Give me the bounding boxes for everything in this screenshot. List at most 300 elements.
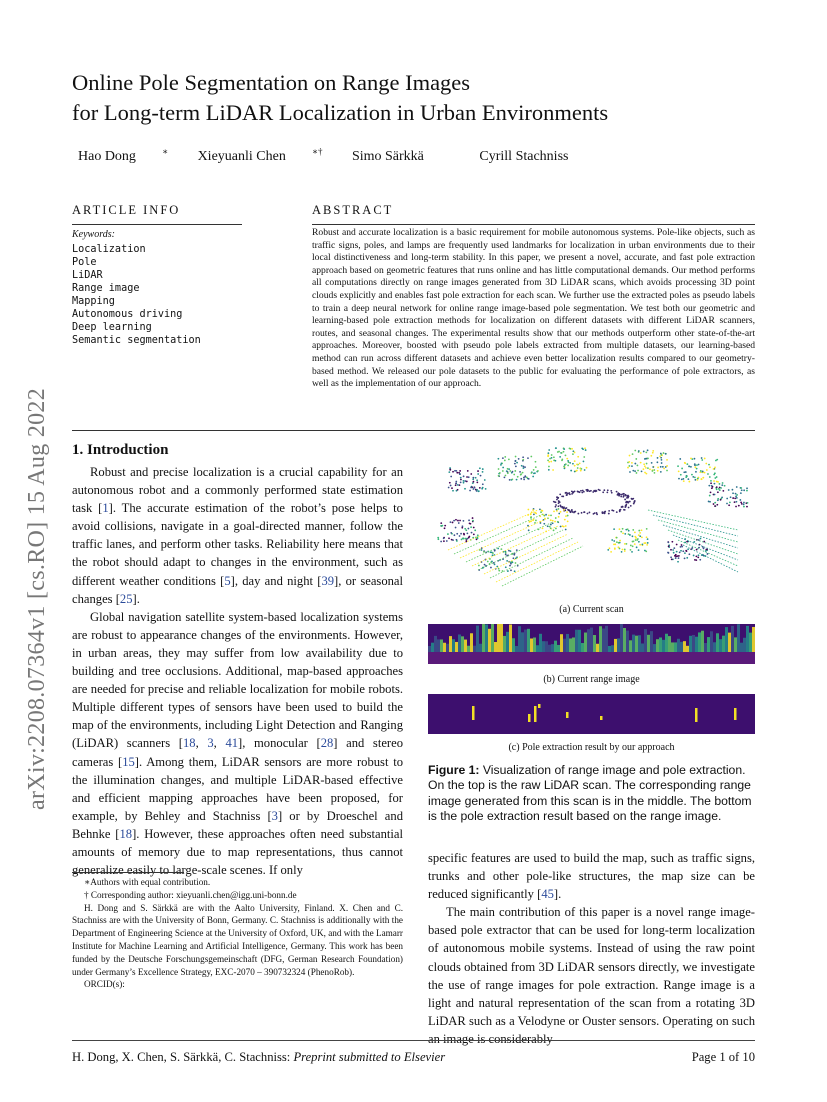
scan-point bbox=[526, 476, 528, 478]
range-column bbox=[572, 637, 575, 652]
scan-point bbox=[518, 458, 520, 460]
scan-point bbox=[660, 453, 662, 455]
scan-point bbox=[558, 513, 560, 515]
scan-point bbox=[645, 542, 647, 544]
range-ground-band bbox=[428, 652, 755, 664]
scan-point bbox=[522, 456, 524, 458]
scan-point bbox=[451, 487, 453, 489]
citation-link[interactable]: 15 bbox=[122, 754, 135, 769]
scan-point bbox=[507, 468, 509, 470]
scan-point bbox=[464, 528, 466, 530]
scan-point bbox=[700, 470, 702, 472]
scan-point bbox=[505, 566, 507, 568]
scan-point bbox=[447, 533, 449, 535]
scan-point bbox=[657, 467, 659, 469]
range-column bbox=[446, 644, 449, 652]
scan-point bbox=[709, 495, 711, 497]
scan-point bbox=[735, 506, 737, 508]
citation-link[interactable]: 1 bbox=[102, 501, 109, 516]
scan-point bbox=[670, 556, 672, 558]
scan-point bbox=[585, 449, 587, 451]
scan-point bbox=[609, 547, 611, 549]
scan-point bbox=[463, 520, 465, 522]
range-column bbox=[533, 638, 536, 652]
scan-point bbox=[465, 529, 467, 531]
scan-point bbox=[566, 511, 568, 513]
range-column bbox=[731, 626, 734, 652]
text-run: ] or by Droeschel and Behnke [ bbox=[72, 808, 403, 841]
range-column bbox=[695, 637, 698, 652]
scan-point bbox=[472, 520, 474, 522]
scan-point bbox=[532, 519, 534, 521]
scan-point bbox=[443, 537, 445, 539]
scan-ground-line bbox=[663, 525, 738, 548]
range-column bbox=[614, 639, 617, 652]
scan-point bbox=[621, 506, 623, 508]
scan-point bbox=[726, 503, 728, 505]
scan-point bbox=[555, 504, 557, 506]
scan-point bbox=[453, 520, 455, 522]
scan-point bbox=[484, 479, 486, 481]
scan-point bbox=[473, 527, 475, 529]
keyword-item: Range image bbox=[72, 283, 140, 294]
scan-point bbox=[676, 544, 678, 546]
scan-point bbox=[703, 548, 705, 550]
citation-link[interactable]: 3 bbox=[207, 736, 214, 751]
scan-point bbox=[541, 510, 543, 512]
range-column bbox=[500, 624, 503, 652]
scan-point bbox=[576, 463, 578, 465]
range-column bbox=[626, 631, 629, 652]
scan-point bbox=[500, 548, 502, 550]
scan-point bbox=[466, 476, 468, 478]
citation-link[interactable]: 18 bbox=[119, 826, 133, 841]
range-column bbox=[584, 633, 587, 652]
pole-marker bbox=[734, 708, 737, 720]
scan-point bbox=[719, 487, 721, 489]
scan-point bbox=[455, 470, 457, 472]
scan-point bbox=[574, 452, 576, 454]
scan-point bbox=[644, 550, 646, 552]
scan-point bbox=[715, 460, 717, 462]
scan-point bbox=[463, 534, 465, 536]
scan-point bbox=[628, 530, 630, 532]
range-column bbox=[599, 626, 602, 652]
scan-point bbox=[708, 501, 710, 503]
scan-point bbox=[743, 502, 745, 504]
scan-point bbox=[601, 511, 603, 513]
author-3: Simo Särkkä bbox=[351, 148, 424, 164]
scan-point bbox=[701, 457, 703, 459]
range-column bbox=[650, 631, 653, 652]
scan-point bbox=[632, 545, 634, 547]
scan-point bbox=[581, 468, 583, 470]
scan-point bbox=[743, 506, 745, 508]
scan-point bbox=[728, 504, 730, 506]
scan-point bbox=[698, 554, 700, 556]
scan-point bbox=[583, 456, 585, 458]
lidar-scan-image bbox=[428, 440, 755, 600]
range-column bbox=[545, 641, 548, 652]
range-column bbox=[677, 639, 680, 652]
range-column bbox=[674, 642, 677, 652]
scan-point bbox=[507, 472, 509, 474]
range-column bbox=[596, 644, 599, 652]
scan-point bbox=[722, 490, 724, 492]
scan-point bbox=[476, 489, 478, 491]
scan-point bbox=[530, 516, 532, 518]
scan-point bbox=[644, 458, 646, 460]
scan-point bbox=[556, 496, 558, 498]
scan-point bbox=[448, 487, 450, 489]
scan-point bbox=[512, 471, 514, 473]
scan-point bbox=[478, 565, 480, 567]
scan-point bbox=[547, 525, 549, 527]
scan-point bbox=[624, 533, 626, 535]
scan-point bbox=[640, 452, 642, 454]
scan-point bbox=[687, 478, 689, 480]
scan-point bbox=[657, 457, 659, 459]
scan-point bbox=[732, 489, 734, 491]
text-run: ], monocular [ bbox=[238, 736, 321, 751]
scan-point bbox=[571, 448, 573, 450]
scan-point bbox=[535, 520, 537, 522]
pole-marker bbox=[534, 706, 537, 722]
scan-point bbox=[618, 542, 620, 544]
scan-point bbox=[625, 505, 627, 507]
scan-point bbox=[535, 466, 537, 468]
scan-point bbox=[616, 511, 618, 513]
scan-point bbox=[710, 482, 712, 484]
scan-point bbox=[552, 520, 554, 522]
range-column bbox=[470, 633, 473, 652]
scan-point bbox=[651, 462, 653, 464]
scan-point bbox=[508, 458, 510, 460]
scan-point bbox=[685, 476, 687, 478]
scan-point bbox=[505, 475, 507, 477]
scan-point bbox=[641, 470, 643, 472]
range-column bbox=[524, 630, 527, 652]
scan-point bbox=[630, 549, 632, 551]
scan-point bbox=[696, 464, 698, 466]
scan-ground-line bbox=[502, 546, 583, 586]
scan-point bbox=[577, 467, 579, 469]
scan-point bbox=[587, 513, 589, 515]
scan-point bbox=[569, 493, 571, 495]
scan-point bbox=[644, 465, 646, 467]
scan-point bbox=[520, 474, 522, 476]
scan-point bbox=[703, 541, 705, 543]
scan-point bbox=[678, 478, 680, 480]
scan-point bbox=[473, 481, 475, 483]
scan-point bbox=[504, 460, 506, 462]
scan-point bbox=[523, 477, 525, 479]
scan-point bbox=[560, 505, 562, 507]
scan-point bbox=[667, 542, 669, 544]
range-column bbox=[737, 624, 740, 652]
range-column bbox=[479, 644, 482, 652]
footnote-separator bbox=[72, 872, 184, 873]
scan-point bbox=[501, 462, 503, 464]
title-line-2: for Long-term LiDAR Localization in Urban Environments bbox=[72, 100, 609, 125]
pole-marker bbox=[528, 714, 531, 722]
pole-extraction-image bbox=[428, 694, 755, 734]
scan-point bbox=[647, 449, 649, 451]
scan-point bbox=[666, 459, 668, 461]
scan-point bbox=[637, 470, 639, 472]
scan-point bbox=[460, 533, 462, 535]
scan-point bbox=[624, 499, 626, 501]
scan-point bbox=[720, 499, 722, 501]
scan-point bbox=[556, 509, 558, 511]
scan-point bbox=[719, 489, 721, 491]
scan-point bbox=[564, 467, 566, 469]
range-column bbox=[719, 639, 722, 652]
scan-point bbox=[708, 485, 710, 487]
scan-point bbox=[681, 479, 683, 481]
scan-point bbox=[665, 453, 667, 455]
scan-point bbox=[589, 490, 591, 492]
scan-point bbox=[460, 479, 462, 481]
scan-point bbox=[632, 453, 634, 455]
citation-link[interactable]: 25 bbox=[119, 591, 133, 606]
scan-point bbox=[455, 484, 457, 486]
scan-point bbox=[491, 561, 493, 563]
scan-point bbox=[468, 536, 470, 538]
citation-link[interactable]: 41 bbox=[225, 736, 239, 751]
scan-point bbox=[701, 478, 703, 480]
scan-point bbox=[632, 498, 634, 500]
scan-point bbox=[693, 555, 695, 557]
scan-point bbox=[687, 548, 689, 550]
scan-point bbox=[626, 501, 628, 503]
scan-point bbox=[470, 526, 472, 528]
scan-point bbox=[452, 471, 454, 473]
scan-point bbox=[555, 506, 557, 508]
scan-point bbox=[683, 480, 685, 482]
scan-point bbox=[594, 512, 596, 514]
scan-point bbox=[550, 524, 552, 526]
range-column bbox=[581, 643, 584, 652]
scan-point bbox=[481, 488, 483, 490]
scan-point bbox=[566, 492, 568, 494]
range-column bbox=[734, 637, 737, 652]
scan-point bbox=[548, 514, 550, 516]
scan-point bbox=[629, 471, 631, 473]
scan-point bbox=[554, 521, 556, 523]
scan-point bbox=[460, 482, 462, 484]
scan-point bbox=[555, 501, 557, 503]
scan-point bbox=[636, 465, 638, 467]
scan-point bbox=[506, 560, 508, 562]
range-column bbox=[707, 637, 710, 652]
scan-point bbox=[437, 538, 439, 540]
scan-point bbox=[683, 471, 685, 473]
scan-point bbox=[663, 468, 665, 470]
pole-marker bbox=[566, 712, 569, 718]
scan-point bbox=[678, 555, 680, 557]
scan-point bbox=[457, 484, 459, 486]
scan-point bbox=[740, 502, 742, 504]
text-run: ], or seasonal changes [ bbox=[72, 573, 404, 606]
scan-point bbox=[565, 515, 567, 517]
scan-point bbox=[636, 472, 638, 474]
citation-link[interactable]: 45 bbox=[541, 887, 554, 902]
scan-point bbox=[679, 552, 681, 554]
scan-point bbox=[464, 488, 466, 490]
scan-point bbox=[498, 468, 500, 470]
citation-link[interactable]: 5 bbox=[224, 573, 231, 588]
scan-point bbox=[602, 491, 604, 493]
citation-link[interactable]: 39 bbox=[321, 573, 335, 588]
scan-point bbox=[629, 534, 631, 536]
scan-point bbox=[616, 537, 618, 539]
scan-point bbox=[577, 513, 579, 515]
scan-point bbox=[543, 523, 545, 525]
scan-point bbox=[563, 506, 565, 508]
scan-point bbox=[625, 494, 627, 496]
range-column bbox=[563, 639, 566, 652]
scan-point bbox=[611, 509, 613, 511]
scan-point bbox=[682, 550, 684, 552]
pole-image-background bbox=[428, 694, 755, 734]
citation-link[interactable]: 3 bbox=[271, 808, 278, 823]
scan-point bbox=[694, 458, 696, 460]
scan-point bbox=[437, 537, 439, 539]
footnote-affiliations: H. Dong and S. Särkkä are with the Aalto University, Finland. X. Chen and C. Stachniss are with the University of Bonn, Germany. C. Stachniss is additionally with the Department of Engineering Science at the University of Oxford, UK, and with the Lamarr Institute for Machine Learning and Artificial Intelligence, Germany. This work has been funded by the Deutsche Forschungsgemeinschaft (DFG, German Research Foundation) under Germany’s Excellence Strategy, EXC-2070 – 390732324 (PhenoRob). bbox=[72, 902, 403, 977]
scan-point bbox=[459, 473, 461, 475]
scan-point bbox=[455, 481, 457, 483]
scan-point bbox=[706, 549, 708, 551]
subcaption-a: (a) Current scan bbox=[559, 604, 624, 615]
article-info-heading: ARTICLE INFO bbox=[72, 203, 181, 217]
citation-link[interactable]: 18 bbox=[182, 736, 196, 751]
range-column bbox=[617, 638, 620, 652]
range-column bbox=[620, 624, 623, 652]
range-column bbox=[593, 635, 596, 652]
scan-point bbox=[647, 467, 649, 469]
scan-point bbox=[734, 501, 736, 503]
scan-point bbox=[675, 557, 677, 559]
figure-1 bbox=[428, 440, 755, 605]
pole-marker bbox=[472, 706, 475, 720]
scan-point bbox=[555, 460, 557, 462]
scan-point bbox=[482, 483, 484, 485]
scan-point bbox=[624, 543, 626, 545]
range-column bbox=[689, 636, 692, 652]
range-column bbox=[662, 640, 665, 652]
scan-point bbox=[562, 496, 564, 498]
scan-point bbox=[512, 561, 514, 563]
scan-point bbox=[508, 468, 510, 470]
scan-point bbox=[490, 567, 492, 569]
scan-point bbox=[726, 498, 728, 500]
scan-point bbox=[628, 461, 630, 463]
author-1: Hao Dong ∗ bbox=[78, 146, 169, 164]
scan-point bbox=[563, 448, 565, 450]
range-column bbox=[656, 639, 659, 652]
range-column bbox=[560, 634, 563, 652]
scan-point bbox=[513, 474, 515, 476]
scan-point bbox=[630, 545, 632, 547]
scan-point bbox=[550, 514, 552, 516]
scan-point bbox=[732, 492, 734, 494]
range-column bbox=[521, 632, 524, 652]
scan-point bbox=[671, 558, 673, 560]
scan-point bbox=[633, 503, 635, 505]
scan-point bbox=[543, 515, 545, 517]
scan-point bbox=[685, 550, 687, 552]
scan-point bbox=[714, 505, 716, 507]
scan-point bbox=[716, 481, 718, 483]
scan-point bbox=[487, 561, 489, 563]
scan-point bbox=[694, 476, 696, 478]
scan-point bbox=[610, 490, 612, 492]
scan-point bbox=[638, 530, 640, 532]
scan-point bbox=[627, 528, 629, 530]
scan-point bbox=[707, 553, 709, 555]
scan-point bbox=[475, 477, 477, 479]
scan-point bbox=[659, 455, 661, 457]
scan-point bbox=[652, 452, 654, 454]
scan-point bbox=[485, 488, 487, 490]
scan-point bbox=[694, 464, 696, 466]
scan-point bbox=[681, 544, 683, 546]
scan-point bbox=[467, 470, 469, 472]
scan-point bbox=[482, 468, 484, 470]
scan-point bbox=[738, 505, 740, 507]
scan-point bbox=[693, 541, 695, 543]
scan-point bbox=[646, 544, 648, 546]
range-column bbox=[551, 644, 554, 652]
scan-point bbox=[741, 489, 743, 491]
scan-point bbox=[492, 554, 494, 556]
scan-point bbox=[704, 458, 706, 460]
citation-link[interactable]: 28 bbox=[320, 736, 334, 751]
scan-point bbox=[558, 451, 560, 453]
scan-point bbox=[509, 470, 511, 472]
scan-point bbox=[560, 526, 562, 528]
scan-point bbox=[530, 456, 532, 458]
scan-point bbox=[688, 481, 690, 483]
scan-point bbox=[736, 494, 738, 496]
scan-point bbox=[578, 491, 580, 493]
scan-point bbox=[515, 562, 517, 564]
abstract-text: Robust and accurate localization is a basic requirement for mobile autonomous systems. Pole-like objects, such as traffic signs, poles, and lamps are frequently used landmarks for localization in urban environments due to their local distinctiveness and long-term stability. In this paper, we present a novel, accurate, and fast pole extraction approach based on geometric features that runs online and has little computational demands. Our method performs all computations directly on range images generated from 3D LiDAR scans, which avoids processing 3D point clouds explicitly and enables fast pole extraction for each scan. We further use the extracted poles as pseudo labels to train a deep neural network for online range image-based pole segmentation. We test both our geometric and learning-based pole extraction methods for localization on different datasets with different LiDAR scanners, routes, and seasonal changes. The experimental results show that our methods outperform other state-of-the-art approaches. Moreover, boosted with pseudo pole labels extracted from multiple datasets, our learning-based method can run across different datasets and achieve even better localization results compared to our geometry-based method. We released our pole datasets to the public for evaluating the performance of pole extractors, as well as the implementation of our approach. bbox=[312, 227, 755, 390]
scan-point bbox=[714, 472, 716, 474]
scan-point bbox=[635, 539, 637, 541]
scan-point bbox=[603, 489, 605, 491]
scan-point bbox=[610, 551, 612, 553]
scan-point bbox=[724, 485, 726, 487]
scan-point bbox=[549, 526, 551, 528]
scan-ground-line bbox=[490, 538, 573, 578]
scan-point bbox=[638, 450, 640, 452]
scan-point bbox=[698, 464, 700, 466]
scan-point bbox=[650, 455, 652, 457]
scan-point bbox=[632, 541, 634, 543]
scan-point bbox=[482, 471, 484, 473]
scan-point bbox=[530, 513, 532, 515]
text-run: ]. bbox=[132, 591, 140, 606]
scan-point bbox=[624, 509, 626, 511]
scan-point bbox=[660, 466, 662, 468]
scan-point bbox=[645, 473, 647, 475]
scan-point bbox=[743, 503, 745, 505]
scan-point bbox=[477, 473, 479, 475]
author-4: Cyrill Stachniss bbox=[479, 148, 569, 164]
scan-point bbox=[631, 498, 633, 500]
